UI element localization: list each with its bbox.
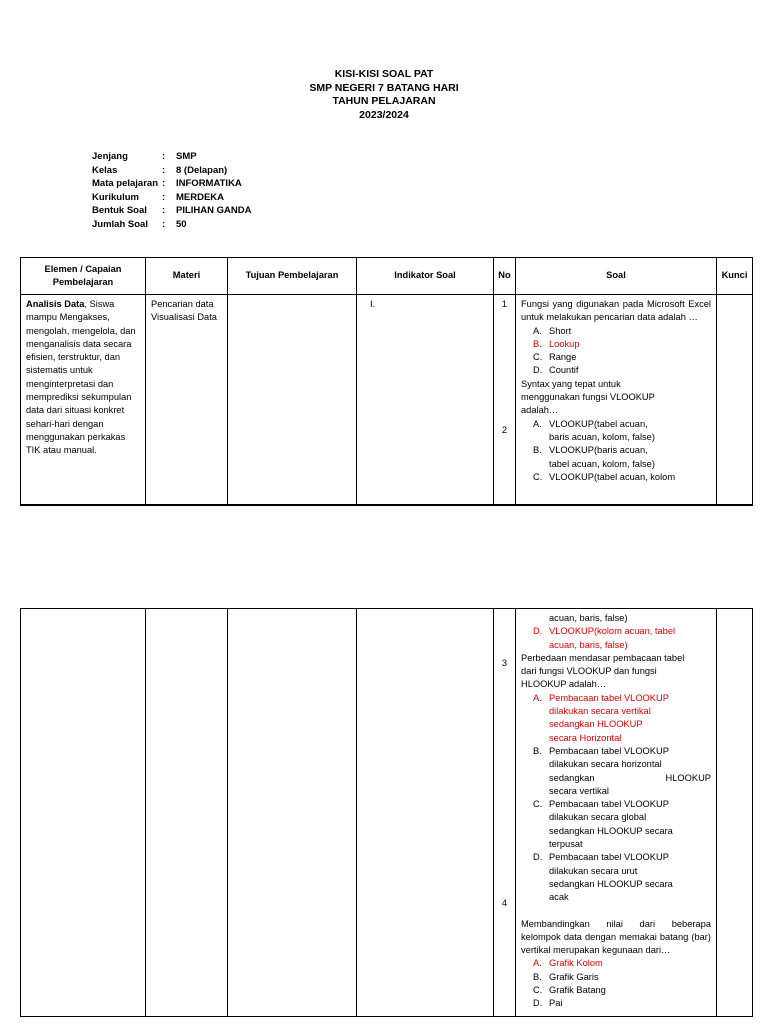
indikator-text: I. [370, 299, 376, 309]
spacer [521, 905, 711, 918]
question-2-option [521, 418, 711, 431]
question-4-option [521, 971, 711, 984]
meta-row [92, 164, 251, 178]
soal-cell [516, 295, 717, 506]
option-letter: B. [533, 745, 542, 756]
indikator-cell [357, 609, 494, 1017]
question-2-text-line: Syntax yang tepat untuk [521, 378, 621, 389]
meta-colon: : [162, 218, 166, 230]
question-number: 3 [501, 658, 508, 668]
col-header-materi: Materi [146, 258, 228, 295]
option-letter: A. [533, 958, 542, 969]
question-3-text-line: Perbedaan mendasar pembacaan tabel [521, 652, 685, 663]
option-continuation: dilakukan secara vertikal [549, 706, 651, 717]
question-2-option [521, 444, 711, 457]
option-letter: A. [533, 418, 542, 429]
question-2-option-correct [521, 625, 711, 638]
meta-colon: : [162, 191, 166, 203]
option-text: Pembacaan tabel VLOOKUP [549, 745, 669, 756]
option-continuation: dilakukan secara horizontal [549, 759, 662, 770]
option-continuation: sedangkan HLOOKUP secara [549, 825, 673, 836]
option-continuation: sedangkan HLOOKUP [549, 719, 643, 730]
col-header-no: No [494, 258, 516, 295]
option-continuation: secara vertikal [549, 785, 609, 796]
option-text: Grafik Kolom [549, 958, 603, 969]
meta-row [92, 177, 251, 191]
elemen-cell [21, 295, 146, 506]
option-text: Countif [549, 365, 579, 376]
table-row [21, 609, 753, 1017]
option-letter: D. [533, 998, 543, 1009]
option-continuation: secara Horizontal [549, 732, 622, 743]
meta-value: INFORMATIKA [176, 178, 242, 189]
question-2-text-line: menggunakan fungsi VLOOKUP [521, 392, 655, 403]
option-continuation: terpusat [549, 839, 583, 850]
meta-key: Kurikulum [92, 191, 139, 203]
option-continuation: acak [549, 892, 569, 903]
option-letter: D. [533, 852, 543, 863]
option-text: Grafik Batang [549, 985, 606, 996]
materi-item: Pencarian data [151, 299, 214, 309]
option-continuation: acuan, baris, false) [549, 613, 628, 623]
option-text: VLOOKUP(tabel acuan, [549, 418, 648, 429]
meta-key: Mata pelajaran [92, 178, 158, 189]
kunci-cell [717, 295, 753, 506]
meta-value: 8 (Delapan) [176, 164, 228, 176]
option-letter: C. [533, 352, 543, 363]
option-text: VLOOKUP(tabel acuan, kolom [549, 471, 676, 482]
meta-colon: : [162, 178, 166, 189]
option-text: VLOOKUP(kolom acuan, tabel [549, 626, 676, 637]
option-letter: A. [533, 325, 542, 336]
option-continuation: tabel acuan, kolom, false) [549, 458, 655, 469]
question-3-text-line: HLOOKUP adalah… [521, 679, 607, 690]
question-3-text-line: dari fungsi VLOOKUP dan fungsi [521, 666, 657, 677]
title-line-4: 2023/2024 [359, 108, 409, 121]
question-1-option [521, 325, 711, 338]
col-header-kunci: Kunci [717, 258, 753, 295]
title-line-2: SMP NEGERI 7 BATANG HARI [309, 81, 459, 94]
question-4-option [521, 997, 711, 1010]
soal-cell [516, 609, 717, 1017]
meta-key: Kelas [92, 164, 118, 176]
col-header-tujuan: Tujuan Pembelajaran [228, 258, 357, 295]
option-text: Pembacaan tabel VLOOKUP [549, 692, 669, 703]
question-1-option [521, 364, 711, 377]
option-continuation: dilakukan secara urut [549, 865, 638, 876]
materi-cell [146, 295, 228, 506]
option-text: Pembacaan tabel VLOOKUP [549, 852, 669, 863]
document-meta [92, 150, 251, 231]
question-4-option [521, 984, 711, 997]
meta-row [92, 191, 251, 205]
title-line-3: TAHUN PELAJARAN [332, 95, 436, 107]
no-cell [494, 609, 516, 1017]
option-text: Pembacaan tabel VLOOKUP [549, 799, 669, 810]
option-continuation: baris acuan, kolom, false) [549, 431, 655, 442]
question-1-option-correct [521, 338, 711, 351]
question-3-option [521, 798, 711, 811]
elemen-description: , Siswa mampu Mengakses, mengolah, mengelola, dan menganalisis data secara efisien, terstruktur, dan sistematis untuk menginterpretasi dan memprediksi sekumpulan data dari situasi konkret sehari-hari dengan menggunakan perkakas TIK atau manual. [26, 299, 136, 456]
option-letter: B. [533, 971, 542, 982]
question-4-text: Membandingkan nilai dari beberapa kelompok data dengan memakai batang (bar) vertikal merupakan kegunaan dari… [521, 918, 711, 956]
option-continuation: sedangkan HLOOKUP [549, 772, 711, 783]
col-header-indikator: Indikator Soal [357, 258, 494, 295]
meta-row [92, 150, 251, 164]
kisi-kisi-table-page-1 [20, 257, 753, 506]
option-text: Short [549, 325, 572, 336]
table-row [21, 295, 753, 506]
question-number: 2 [501, 425, 508, 435]
option-letter: C. [533, 799, 543, 810]
col-header-elemen: Elemen / Capaian Pembelajaran [21, 258, 146, 295]
option-text: VLOOKUP(baris acuan, [549, 445, 648, 456]
meta-colon: : [162, 164, 166, 176]
kisi-kisi-table-page-2 [20, 608, 753, 1017]
question-3-option [521, 851, 711, 864]
elemen-cell [21, 609, 146, 1017]
col-header-soal: Soal [516, 258, 717, 295]
meta-key: Jumlah Soal [92, 218, 148, 230]
option-letter: C. [533, 471, 543, 482]
question-4-option-correct [521, 957, 711, 970]
indikator-cell [357, 295, 494, 506]
meta-row [92, 218, 251, 232]
meta-colon: : [162, 151, 166, 162]
option-letter: D. [533, 365, 543, 376]
option-letter: D. [533, 626, 543, 637]
meta-row [92, 204, 251, 218]
meta-key: Jenjang [92, 151, 128, 162]
materi-item: Visualisasi Data [151, 312, 217, 323]
materi-cell [146, 609, 228, 1017]
question-number: 4 [501, 898, 508, 908]
meta-value: PILIHAN GANDA [176, 205, 252, 216]
tujuan-cell [228, 295, 357, 506]
kunci-cell [717, 609, 753, 1017]
document-title [0, 68, 768, 122]
question-1-text: Fungsi yang digunakan pada Microsoft Excel untuk melakukan pencarian data adalah … [521, 299, 711, 323]
table-header-row [21, 258, 753, 295]
meta-value: MERDEKA [176, 191, 225, 203]
option-text: Pai [549, 998, 563, 1009]
option-continuation: dilakukan secara global [549, 812, 647, 823]
question-2-text-line: adalah… [521, 405, 559, 416]
meta-colon: : [162, 205, 166, 216]
tujuan-cell [228, 609, 357, 1017]
meta-value: 50 [176, 218, 187, 230]
option-text: Lookup [549, 338, 580, 349]
option-continuation: sedangkan HLOOKUP secara [549, 878, 673, 889]
option-letter: A. [533, 692, 542, 703]
meta-key: Bentuk Soal [92, 205, 147, 216]
no-cell [494, 295, 516, 506]
title-line-1: KISI-KISI SOAL PAT [334, 68, 434, 80]
question-3-option-correct [521, 692, 711, 705]
option-text: Range [549, 352, 577, 363]
option-text: Grafik Garis [549, 971, 599, 982]
question-3-option [521, 745, 711, 758]
option-letter: B. [533, 445, 542, 456]
meta-value: SMP [176, 151, 197, 162]
option-continuation: acuan, baris, false) [549, 639, 628, 650]
elemen-title: Analisis Data [26, 299, 85, 309]
option-letter: B. [533, 338, 542, 349]
option-letter: C. [533, 985, 543, 996]
question-number: 1 [501, 299, 508, 309]
question-1-option [521, 351, 711, 364]
question-2-option [521, 471, 711, 484]
